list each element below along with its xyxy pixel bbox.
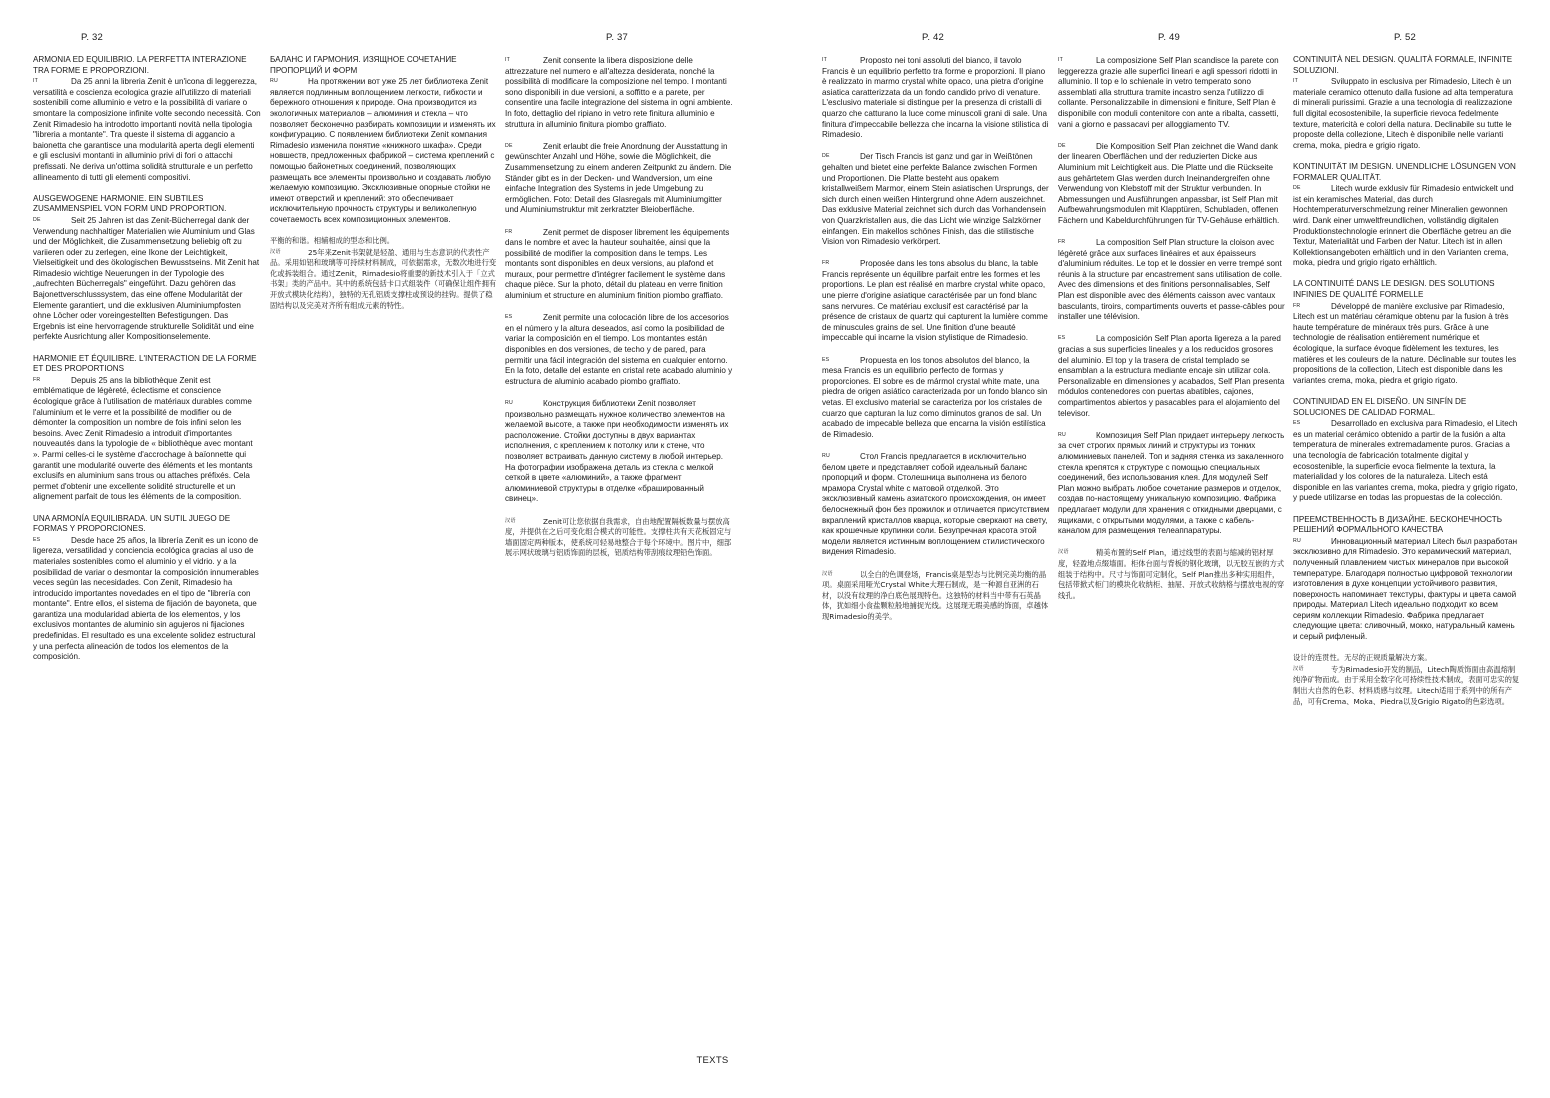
paragraph bbox=[1293, 418, 1521, 504]
page-number: P. 32 bbox=[81, 32, 103, 43]
section-heading: ARMONIA ED EQUILIBRIO. LA PERFETTA INTERAZIONE TRA FORME E PROPORZIONI. bbox=[33, 55, 247, 75]
paragraph bbox=[505, 398, 733, 505]
paragraph bbox=[1058, 55, 1286, 130]
page-number: P. 49 bbox=[1158, 32, 1180, 43]
paragraph bbox=[505, 55, 733, 130]
paragraph bbox=[1058, 430, 1286, 537]
section-heading: CONTINUITÀ NEL DESIGN. QUALITÀ FORMALE, INFINITE SOLUZIONI. bbox=[1293, 55, 1513, 75]
text-section bbox=[505, 227, 733, 302]
paragraph bbox=[1293, 76, 1521, 151]
language-tag: 汉语 bbox=[822, 570, 833, 577]
paragraph-text: Da 25 anni la libreria Zenit è un'icona di leggerezza, versatilità e coscienza ecologica grazie all'utilizzo di materiali sostenibili come alluminio e vetro e la possibilità di variare o smontare la composizione infinite volte secondo necessità. Con Zenit Rimadesio ha introdotto importanti novità nella tipologia "libreria a montante". Tra queste il sistema di aggancio a baionetta che garantisce una modularità aperta degli elementi e gli esclusivi montanti in alluminio privi di fori o attacchi prefissati. Ne deriva un'ottima solidità strutturale e un perfetto allineamento di tutti gli elementi compositivi. bbox=[33, 77, 261, 182]
paragraph bbox=[505, 516, 733, 559]
language-tag: FR bbox=[1293, 302, 1301, 309]
language-tag: ES bbox=[822, 356, 830, 363]
paragraph bbox=[270, 247, 498, 312]
text-section bbox=[505, 516, 733, 559]
paragraph bbox=[33, 375, 261, 503]
text-section bbox=[1293, 653, 1521, 707]
text-section bbox=[505, 141, 733, 216]
text-column bbox=[505, 55, 733, 570]
paragraph bbox=[33, 76, 261, 183]
paragraph bbox=[1293, 536, 1521, 643]
language-tag: 汉语 bbox=[270, 248, 281, 255]
page-number: P. 42 bbox=[922, 32, 944, 43]
paragraph bbox=[822, 569, 1050, 623]
text-section bbox=[822, 355, 1050, 441]
language-tag: IT bbox=[822, 57, 828, 63]
paragraph-text: Desde hace 25 años, la librería Zenit es un icono de ligereza, versatilidad y conciencia ecológica gracias al uso de materiales sostenibles como el aluminio y el vidrio. y a la posibilidad de variar o desmontar la composición innumerables veces según las necesidades. Con Zenit, Rimadesio ha introducido importantes novedades en el tipo de "librería con montante". Entre ellos, el sistema de fijación de bayoneta, que garantiza una modularidad abierta de los elementos, y los exclusivos montantes de aluminio sin agujeros ni fijaciones predefinidas. El resultado es una excelente solidez estructural y una perfecta alineación de todos los elementos de la composición. bbox=[33, 535, 259, 662]
section-heading: 平衡的和谐。相辅相成的型态和比例。 bbox=[270, 236, 395, 246]
paragraph-text: Zenit permet de disposer librement les équipements dans le nombre et avec la hauteur souhaitée, ainsi que la possibilité de modifier la composition dans le temps. Les montants sont disponibles en deux versions, au plafond et muraux, pour permettre d'intégrer facilement le système dans chaque pièce. Sur la photo, détail du plateau en verre finition aluminium et structure en aluminium finition piombo graffiato. bbox=[505, 227, 730, 301]
paragraph bbox=[1058, 547, 1286, 601]
section-heading: KONTINUITÄT IM DESIGN. UNENDLICHE LÖSUNGEN VON FORMALER QUALITÄT. bbox=[1293, 161, 1516, 182]
section-heading: LA CONTINUITÉ DANS LE DESIGN. DES SOLUTIONS INFINIES DE QUALITÉ FORMELLE bbox=[1293, 279, 1495, 300]
language-tag: 汉语 bbox=[505, 517, 516, 524]
text-section bbox=[1058, 547, 1286, 601]
text-column bbox=[1058, 55, 1286, 612]
paragraph-text: Инновационный материал Litech был разработан эксклюзивно для Rimadesio. Это керамический материал, полученный плавлением чистых минералов при высокой температуре. Благодаря полностью цифровой технологии изготовления в духе концепции устойчивого развития, поверхность напоминает текстуры, фактуры и цвета самой природы. Материал Litech идеально подходит ко всем сериям коллекции Rimadesio. Фабрика предлагает следующие цвета: сливочный, мокко, натуральный камень и серый рифленый. bbox=[1293, 536, 1518, 642]
language-tag: ES bbox=[33, 536, 41, 543]
language-tag: FR bbox=[822, 260, 830, 267]
language-tag: IT bbox=[1058, 57, 1064, 63]
paragraph-text: Zenit erlaubt die freie Anordnung der Ausstattung in gewünschter Anzahl und Höhe, sowie die Möglichkeit, die Zusammensetzung zu einem anderen Zeitpunkt zu ändern. Die Ständer gibt es in der Decken- und Wandversion, um eine einfache Integration des Systems in jede Umgebung zu ermöglichen. Foto: Detail des Glasregals mit Aluminiumgitter und Aluminiumstruktur mit zerkratzter Bleioberfläche. bbox=[505, 141, 732, 215]
language-tag: DE bbox=[33, 216, 41, 223]
text-section bbox=[270, 236, 498, 311]
paragraph-text: Développé de manière exclusive par Rimadesio, Litech est un matériau céramique obtenu par la fusion à très haute température de minéraux très purs. Grâce à une technologie de réalisation entièrement numérique et écologique, la surface évoque fidèlement les textures, les matières et les couleurs de la nature. Déclinable sur toutes les propositions de la collection, Litech est disponible dans les variantes crema, moka, piedra et grigio rigato. bbox=[1293, 301, 1517, 385]
paragraph bbox=[822, 55, 1050, 141]
language-tag: RU bbox=[505, 400, 513, 406]
paragraph bbox=[505, 227, 733, 302]
language-tag: RU bbox=[822, 452, 830, 459]
text-section bbox=[1293, 397, 1521, 504]
paragraph-text: La composition Self Plan structure la cloison avec légèreté grâce aux surfaces linéaires et aux épaisseurs d'aluminium réduites. Le top et le dossier en verre trempé sont réunis à la structure par encastrement sans utilisation de colle. Avec des dimensions et des finitions personnalisables, Self Plan est disponible avec des éléments caisson avec vantaux basculants, tiroirs, compartiments ouverts et passe-câbles pour installer une télévision. bbox=[1058, 238, 1285, 322]
paragraph bbox=[822, 258, 1050, 344]
section-heading: ПРЕЕМСТВЕННОСТЬ В ДИЗАЙНЕ. БЕСКОНЕЧНОСТЬ РЕШЕНИЙ ФОРМАЛЬНОГО КАЧЕСТВА bbox=[1293, 514, 1503, 535]
paragraph-text: Proposée dans les tons absolus du blanc, la table Francis représente un équilibre parfait entre les formes et les proportions. Le plan est réalisé en marbre crystal white opaco, une pierre d'origine asiatique caractérisée par un fond blanc sans nervures. Ce matériau exclusif est caractérisé par la présence de cristaux de quartz qui capturent la lumière comme de minuscules grains de sel. Une finition d'une beauté impeccable qui incarne la vision stylistique de Rimadesio. bbox=[822, 259, 1048, 343]
language-tag: 汉语 bbox=[1293, 665, 1304, 672]
language-tag: DE bbox=[1293, 185, 1301, 192]
text-section bbox=[822, 55, 1050, 141]
text-column bbox=[33, 55, 261, 673]
paragraph bbox=[1293, 664, 1521, 707]
paragraph bbox=[33, 535, 261, 663]
section-heading: БАЛАНС И ГАРМОНИЯ. ИЗЯЩНОЕ СОЧЕТАНИЕ ПРОПОРЦИЙ И ФОРМ bbox=[270, 55, 457, 75]
text-section bbox=[270, 55, 498, 226]
paragraph-text: 以全白的色调登场，Francis桌是型态与比例完美均衡的晶项。桌面采用哑光Crystal White大理石制成，是一种源自亚洲的石材，以没有纹理的净白底色展现特色。这独特的材料当中带有石英晶体，犹如细小食盐颗粒般地捕捉光线。这展现无瑕美感的饰面，卓越体现Rimadesio的美学。 bbox=[822, 569, 1049, 621]
paragraph-text: La composizione Self Plan scandisce la parete con leggerezza grazie alle superfici lineari e agli spessori ridotti in alluminio. Il top e lo schienale in vetro temperato sono assemblati alla struttura tramite incastro senza l'utilizzo di collante. Personalizzabile in dimensioni e finiture, Self Plan è disponibile con moduli contenitore con ante a ribalta, cassetti, vani a giorno e passacavi per alloggiamento TV. bbox=[1058, 56, 1279, 129]
paragraph-text: Zenit可让您依据自我需求，自由地配置隔板数量与摆放高度，并提供在之后可变化组合模式的可能性。支撑柱共有天花板固定与墙面固定两种版本，使系统可轻易地整合于每个环境中。图片中，细部展示网状玻璃与铝质饰面的层板，铝质结构带刮痕纹理铅色饰面。 bbox=[505, 516, 732, 558]
language-tag: ES bbox=[505, 314, 513, 321]
text-section bbox=[1293, 279, 1521, 386]
language-tag: ES bbox=[1293, 420, 1301, 427]
text-section bbox=[1058, 430, 1286, 537]
text-section bbox=[822, 151, 1050, 247]
paragraph bbox=[822, 355, 1050, 441]
section-heading: 设计的连贯性。无尽的正规质量解决方案。 bbox=[1293, 653, 1432, 663]
language-tag: 汉语 bbox=[1058, 549, 1069, 556]
paragraph bbox=[1058, 333, 1286, 419]
paragraph-text: Конструкция библиотеки Zenit позволяет произвольно размещать нужное количество элементов на желаемой высоте, а также при необходимости изменять их расположение. Стойки доступны в двух вариантах исполнения, с креплением к потолку или к стене, что позволяет встраивать данную систему в любой интерьер. На фотографии изображена деталь из стекла с мелкой сеткой в цвете «алюминий», а также фрагмент алюминиевой структуры в отделке «брашированный свинец». bbox=[505, 399, 729, 504]
paragraph bbox=[33, 215, 261, 343]
text-section bbox=[1293, 162, 1521, 269]
paragraph bbox=[822, 151, 1050, 247]
section-heading: CONTINUIDAD EN EL DISEÑO. UN SINFÍN DE SOLUCIONES DE CALIDAD FORMAL. bbox=[1293, 397, 1467, 417]
text-section bbox=[505, 312, 733, 387]
paragraph-text: Стол Francis предлагается в исключительно белом цвете и представляет собой идеальный баланс пропорций и форм. Столешница выполнена из белого мрамора Crystal white с матовой отделкой. Это эксклюзивный камень азиатского происхождения, он имеет белоснежный фон без прожилок и отличается присутствием вкраплений кристаллов кварца, которые сверкают на свету, как крошечные крупинки соли. Безупречная красота этой модели является истинным воплощением стилистического видения Rimadesio. bbox=[822, 451, 1050, 557]
text-section bbox=[1293, 55, 1521, 151]
section-heading: UNA ARMONÍA EQUILIBRADA. UN SUTIL JUEGO DE FORMAS Y PROPORCIONES. bbox=[33, 513, 231, 534]
language-tag: IT bbox=[505, 57, 511, 63]
text-section bbox=[1058, 237, 1286, 323]
language-tag: FR bbox=[1058, 239, 1066, 246]
paragraph-text: На протяжении вот уже 25 лет библиотека Zenit является подлинным воплощением легкости, гибкости и бережного отношения к природе. Она производится из экологичных материалов – алюминия и стекла – что позволяет бесконечно разбирать композиции и изменять их конфигурацию. С появлением библиотеки Zenit компания Rimadesio изменила понятие «книжного шкафа». Среди новшеств, предложенных фабрикой – система креплений с помощью байонетных соединений, позволяющих размещать все элементы произвольно и создавать любую желаемую композицию. Эксклюзивные опорные стойки не имеют отверстий и креплений: это обеспечивает исключительную прочность структуры и великолепную сочетаемость всех композиционных элементов. bbox=[270, 77, 496, 224]
paragraph bbox=[505, 141, 733, 216]
paragraph bbox=[505, 312, 733, 387]
paragraph bbox=[270, 76, 498, 225]
language-tag: IT bbox=[33, 78, 39, 85]
paragraph-text: Desarrollado en exclusiva para Rimadesio, el Litech es un material cerámico obtenido a partir de la fusión a alta temperatura de minerales extremadamente puros. Gracias a una tecnología de fabricación totalmente digital y ecosostenible, la superficie evoca fielmente la textura, la materialidad y los colores de la naturaleza. Litech está disponible en las variantes crema, moka, piedra y grigio rigato, y puede utilizarse en todas las propuestas de la colección. bbox=[1293, 419, 1518, 503]
language-tag: DE bbox=[1058, 142, 1066, 149]
language-tag: DE bbox=[822, 153, 830, 160]
section-heading: AUSGEWOGENE HARMONIE. EIN SUBTILES ZUSAMMENSPIEL VON FORM UND PROPORTION. bbox=[33, 193, 227, 214]
language-tag: FR bbox=[33, 376, 41, 383]
language-tag: IT bbox=[1293, 78, 1299, 85]
text-section bbox=[822, 258, 1050, 344]
paragraph bbox=[1293, 183, 1521, 269]
footer-label: TEXTS bbox=[696, 1055, 729, 1066]
paragraph bbox=[822, 451, 1050, 558]
text-section bbox=[1293, 515, 1521, 643]
text-section bbox=[1058, 333, 1286, 419]
text-section bbox=[33, 194, 261, 343]
text-section bbox=[505, 398, 733, 505]
text-section bbox=[505, 55, 733, 130]
language-tag: RU bbox=[270, 78, 278, 85]
paragraph-text: Seit 25 Jahren ist das Zenit-Bücherregal dank der Verwendung nachhaltiger Materialien wie Aluminium und Glas und der Möglichkeit, die Zusammensetzung beliebig oft zu variieren oder zu zerlegen, eine Ikone der Leichtigkeit, Vielseitigkeit und des ökologischen Bewusstseins. Mit Zenit hat Rimadesio wichtige Neuerungen in der Typologie des „aufrechten Bücherregals" eingeführt. Dazu gehören das Bajonettverschlusssystem, das eine offene Modularität der Elemente garantiert, und die exklusiven Aluminiumpfosten ohne Löcher oder voreingestellten Befestigungen. Das Ergebnis ist eine hervorragende strukturelle Solidität und eine perfekte Ausrichtung aller Kompositionselemente. bbox=[33, 215, 260, 342]
section-heading: HARMONIE ET ÉQUILIBRE. L'INTERACTION DE LA FORME ET DES PROPORTIONS bbox=[33, 353, 257, 374]
language-tag: ES bbox=[1058, 335, 1066, 342]
text-section bbox=[822, 451, 1050, 558]
language-tag: FR bbox=[505, 228, 513, 235]
paragraph-text: Litech wurde exklusiv für Rimadesio entwickelt und ist ein keramisches Material, das durch Hochtemperaturverschmelzung reiner Mineralien gewonnen wird. Dank einer umweltfreundlichen, vollständig digitalen Produktionstechnologie erinnert die Oberfläche getreu an die Textur, Materialität und Farben der Natur. Litech ist in allen Kollektionsangeboten erhältlich und in den Varianten crema, moka, piedra und grigio rigato erhältlich. bbox=[1293, 184, 1514, 268]
paragraph-text: 专为Rimadesio开发的制品，Litech陶质饰面由高温熔制纯净矿物而成。由于采用全数字化可持续性技术制成，表面可忠实的复制出大自然的色彩、材料质感与纹理。Litech适用于系列中的所有产品，可有Crema、Moka、Piedra以及Grigio Rigato的色彩选项。 bbox=[1293, 664, 1520, 706]
text-section bbox=[33, 354, 261, 503]
page-number: P. 52 bbox=[1394, 32, 1416, 43]
text-section bbox=[33, 55, 261, 183]
paragraph bbox=[1293, 301, 1521, 387]
paragraph bbox=[1058, 237, 1286, 323]
text-column bbox=[270, 55, 498, 322]
paragraph-text: Композиция Self Plan придает интерьеру легкость за счет строгих прямых линий и структуры из тонких алюминиевых панелей. Топ и задняя стенка из закаленного стекла крепятся к структуре с помощью специальных соединений, без использования клея. Для модулей Self Plan можно выбрать любое сочетание размеров и отделок, создав по-настоящему уникальную композицию. Фабрика предлагает модули для хранения с откидными дверцами, с ящиками, с открытыми модулями, а также с кабель-каналом для размещения телеаппаратуры. bbox=[1058, 430, 1285, 536]
language-tag: RU bbox=[1058, 431, 1066, 438]
paragraph-text: Sviluppato in esclusiva per Rimadesio, Litech è un materiale ceramico ottenuto dalla fusione ad alta temperatura di minerali purissimi. Grazie a una tecnologia di realizzazione full digital ecosostenibile, la superficie rievoca fedelmente texture, matericità e colori della natura. Declinabile su tutte le proposte della collezione, Litech è disponibile nelle varianti crema, moka, piedra e grigio rigato. bbox=[1293, 77, 1514, 150]
text-column bbox=[1293, 55, 1521, 718]
paragraph-text: Zenit permite una colocación libre de los accesorios en el número y la altura deseados, así como la posibilidad de variar la composición en el tiempo. Los montantes están disponibles en dos versiones, de techo y de pared, para permitir una fácil integración del sistema en cualquier entorno. En la foto, detalle del estante en cristal rete acabado aluminio y estructura de aluminio acabado piombo graffiato. bbox=[505, 313, 733, 386]
page-number: P. 37 bbox=[606, 32, 628, 43]
language-tag: DE bbox=[505, 142, 513, 149]
paragraph-text: Depuis 25 ans la bibliothèque Zenit est emblématique de légèreté, éclectisme et conscience écologique grâce à l'utilisation de matériaux durables comme l'aluminium et le verre et la possibilité de modifier ou de démonter la composition un nombre de fois infini selon les besoins. Avec Zenit Rimadesio a introduit d'importantes nouveautés dans la typologie de « bibliothèque avec montant ». Parmi celles-ci le système d'accrochage à baïonnette qui garantit une modularité ouverte des éléments et les montants exclusifs en aluminium sans trous ou attaches préfixés. Cela permet d'obtenir une excellente solidité structurelle et un alignement parfait de tous les éléments de la composition. bbox=[33, 375, 253, 502]
paragraph-text: Zenit consente la libera disposizione delle attrezzature nel numero e all'altezza desiderata, nonché la possibilità di modificare la composizione nel tempo. I montanti sono disponibili in due versioni, a soffitto e a parete, per consentire una facile integrazione del sistema in ogni ambiente. In foto, dettaglio del ripiano in vetro rete finitura alluminio e struttura in alluminio finitura piombo graffiato. bbox=[505, 56, 733, 129]
paragraph-text: La composición Self Plan aporta ligereza a la pared gracias a sus superficies lineales y a los reducidos grosores del aluminio. El top y la trasera de cristal templado se ensamblan a la estructura mediante encaje sin utilizar cola. Personalizable en dimensiones y acabados, Self Plan presenta módulos contenedores con puertas abatibles, cajones, compartimentos abiertos y pasacables para el alojamiento del televisor. bbox=[1058, 334, 1285, 418]
paragraph bbox=[1058, 141, 1286, 227]
paragraph-text: Die Komposition Self Plan zeichnet die Wand dank der linearen Oberflächen und der reduzierten Dicke aus Aluminium mit Leichtigkeit aus. Die Platte und die Rückseite aus gehärtetem Glas werden durch Ineinandergreifen ohne Verwendung von Klebstoff mit der Struktur verbunden. In Abmessungen und Ausführungen anpassbar, ist Self Plan mit Aufbewahrungsmodulen mit Klapptüren, Schubladen, offenen Fächern und Kabeldurchführungen für TV-Gehäuse erhältlich. bbox=[1058, 141, 1280, 225]
language-tag: RU bbox=[1293, 537, 1301, 544]
text-section bbox=[1058, 55, 1286, 130]
text-section bbox=[822, 569, 1050, 623]
paragraph-text: 25年来Zenit书架就是轻盈、通用与生态意识的代表性产品。采用如铝和玻璃等可持续材料制成，可依据需求，无数次地进行变化或拆装组合。通过Zenit，Rimadesio将重要的新技术引入于「立式书架」类的产品中。其中的系统包括卡口式组装件（可确保让组件拥有开放式模块化结构），独特的无孔铝质支撑柱或预设的挂钩。提供了稳固结构以及完美对齐所有组成元素的特性。 bbox=[270, 247, 497, 310]
paragraph-text: Proposto nei toni assoluti del bianco, il tavolo Francis è un equilibrio perfetto tra forme e proporzioni. Il piano è realizzato in marmo crystal white opaco, una pietra d'origine asiatica caratterizzata da un fondo candido privo di venature. L'esclusivo materiale si distingue per la presenza di cristalli di quarzo che catturano la luce come minuscoli grani di sale. Una finitura d'impeccabile bellezza che incarna la visione stilistica di Rimadesio. bbox=[822, 56, 1049, 140]
text-column bbox=[822, 55, 1050, 633]
paragraph-text: 精美布置的Self Plan，通过线型的表面与缩减的铝材厚度，轻盈地点缀墙面。柜体台面与背板的钢化玻璃，以无胶互嵌的方式组装于结构中。尺寸与饰面可定制化，Self Plan推出多种实用组件，包括带掀式柜门的模块化收纳柜、抽屉、开放式收纳格与摆放电视的穿线孔。 bbox=[1058, 548, 1285, 600]
paragraph-text: Propuesta en los tonos absolutos del blanco, la mesa Francis es un equilibrio perfecto de formas y proporciones. El sobre es de mármol crystal white mate, una piedra de origen asiático caracterizada por un fondo blanco sin vetas. El exclusivo material se caracteriza por los cristales de cuarzo que capturan la luz como diminutos granos de sal. Un acabado de impecable belleza que encarna la visión estilística de Rimadesio. bbox=[822, 355, 1048, 439]
text-section bbox=[1058, 141, 1286, 227]
text-section bbox=[33, 514, 261, 663]
paragraph-text: Der Tisch Francis ist ganz und gar in Weißtönen gehalten und bietet eine perfekte Balance zwischen Formen und Proportionen. Die Platte besteht aus opakem kristallweißem Marmor, einem Stein asiatischen Ursprungs, der sich durch einen weißen Hintergrund ohne Adern auszeichnet. Das exklusive Material zeichnet sich durch das Vorhandensein von Quarzkristallen aus, die das Licht wie winzige Salzkörner einfangen. Ein makellos schönes Finish, das die stilistische Vision von Rimadesio verkörpert. bbox=[822, 152, 1049, 247]
